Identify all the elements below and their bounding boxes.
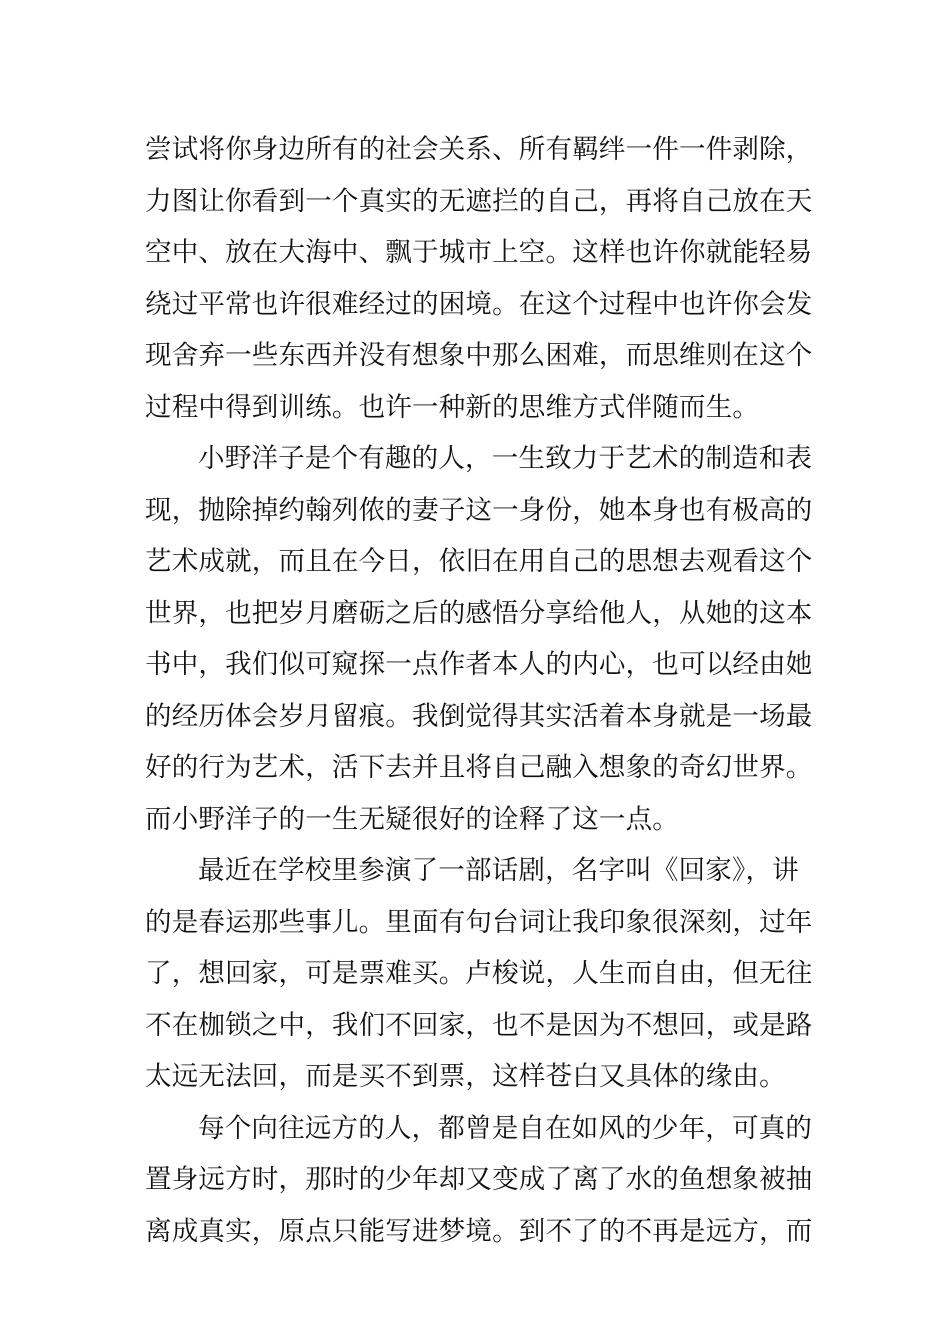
paragraph xyxy=(145,845,813,1103)
text-line: 世界，也把岁月磨砺之后的感悟分享给他人，从她的这本 xyxy=(145,597,813,629)
text-line: 不在枷锁之中，我们不回家，也不是因为不想回，或是路 xyxy=(145,1009,813,1041)
paragraph xyxy=(145,124,813,433)
text-line: 的经历体会岁月留痕。我倒觉得其实活着本身就是一场最 xyxy=(145,700,813,732)
text-line: 书中，我们似可窥探一点作者本人的内心，也可以经由她 xyxy=(145,649,813,680)
paragraph xyxy=(145,433,813,845)
text-line: 最近在学校里参演了一部话剧，名字叫《回家》，讲 xyxy=(198,855,799,886)
text-line: 尝试将你身边所有的社会关系、所有羁绊一件一件剥除， xyxy=(145,134,813,165)
text-line: 太远无法回，而是买不到票，这样苍白又具体的缘由。 xyxy=(145,1061,786,1092)
text-line: 置身远方时，那时的少年却又变成了离了水的鱼想象被抽 xyxy=(145,1164,813,1195)
paragraph xyxy=(145,1103,813,1258)
text-line: 小野洋子是个有趣的人，一生致力于艺术的制造和表 xyxy=(198,443,813,474)
text-line: 好的行为艺术，活下去并且将自己融入想象的奇幻世界。 xyxy=(145,752,813,783)
text-line: 艺术成就，而且在今日，依旧在用自己的思想去观看这个 xyxy=(145,546,813,577)
text-line: 而小野洋子的一生无疑很好的诠释了这一点。 xyxy=(145,803,679,835)
text-line: 了，想回家，可是票难买。卢梭说，人生而自由，但无往 xyxy=(145,958,813,989)
text-line: 现舍弃一些东西并没有想象中那么困难，而思维则在这个 xyxy=(145,340,813,371)
document-body xyxy=(145,124,813,1257)
text-line: 的是春运那些事儿。里面有句台词让我印象很深刻，过年 xyxy=(145,906,813,938)
text-line: 离成真实，原点只能写进梦境。到不了的不再是远方，而 xyxy=(145,1215,813,1247)
text-line: 现，抛除掉约翰列侬的妻子这一身份，她本身也有极高的 xyxy=(145,494,813,526)
text-line: 绕过平常也许很难经过的困境。在这个过程中也许你会发 xyxy=(145,288,813,320)
text-line: 力图让你看到一个真实的无遮拦的自己，再将自己放在天 xyxy=(145,185,813,217)
text-line: 空中、放在大海中、飘于城市上空。这样也许你就能轻易 xyxy=(145,237,813,268)
text-line: 过程中得到训练。也许一种新的思维方式伴随而生。 xyxy=(145,391,760,423)
text-line: 每个向往远方的人，都曾是自在如风的少年，可真的 xyxy=(198,1112,813,1144)
